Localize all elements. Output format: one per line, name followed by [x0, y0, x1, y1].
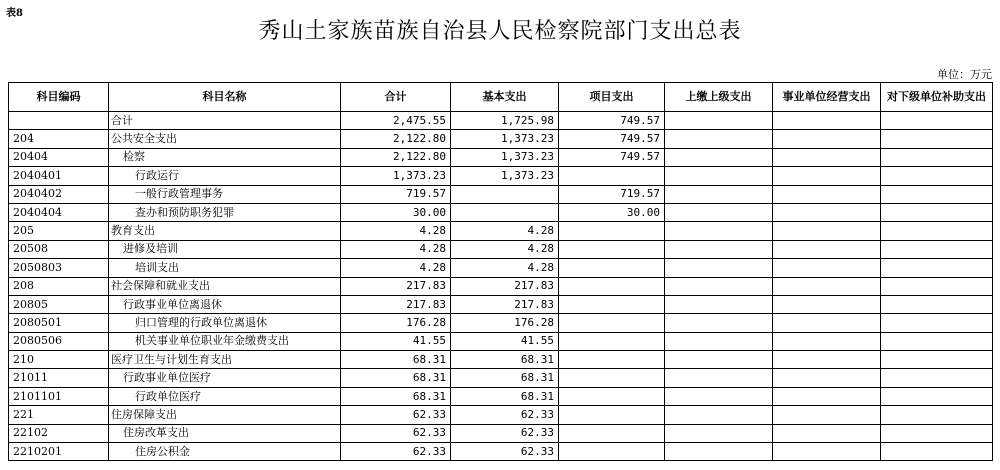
cell-code: [9, 112, 109, 130]
cell-code: 2040402: [9, 185, 109, 203]
header-basic: 基本支出: [451, 83, 559, 112]
cell-code: 2040401: [9, 167, 109, 185]
cell-upper: [665, 351, 773, 369]
cell-basic: 62.33: [451, 424, 559, 442]
table-row: [9, 259, 993, 277]
cell-project: [559, 167, 665, 185]
table-row: [9, 203, 993, 221]
table-row: [9, 240, 993, 258]
cell-project: [559, 443, 665, 461]
cell-total: 68.31: [341, 369, 451, 387]
cell-upper: [665, 148, 773, 166]
cell-code: 204: [9, 130, 109, 148]
cell-code: 21011: [9, 369, 109, 387]
cell-basic: 1,373.23: [451, 148, 559, 166]
cell-basic: 217.83: [451, 295, 559, 313]
cell-code: 221: [9, 406, 109, 424]
table-row: [9, 443, 993, 461]
cell-subsidy: [881, 185, 993, 203]
table-row: [9, 424, 993, 442]
table-number: 表8: [6, 8, 23, 19]
cell-business: [773, 222, 881, 240]
cell-subsidy: [881, 424, 993, 442]
expenditure-table: [8, 82, 993, 461]
table-row: [9, 369, 993, 387]
cell-project: 749.57: [559, 112, 665, 130]
cell-total: 62.33: [341, 406, 451, 424]
cell-upper: [665, 130, 773, 148]
cell-subsidy: [881, 222, 993, 240]
cell-upper: [665, 112, 773, 130]
cell-subsidy: [881, 112, 993, 130]
cell-basic: 217.83: [451, 277, 559, 295]
cell-upper: [665, 277, 773, 295]
header-upper: 上缴上级支出: [665, 83, 773, 112]
cell-total: 719.57: [341, 185, 451, 203]
cell-upper: [665, 369, 773, 387]
cell-project: [559, 259, 665, 277]
cell-business: [773, 130, 881, 148]
cell-basic: [451, 203, 559, 221]
cell-subsidy: [881, 332, 993, 350]
cell-subsidy: [881, 406, 993, 424]
cell-upper: [665, 443, 773, 461]
cell-business: [773, 148, 881, 166]
cell-upper: [665, 240, 773, 258]
cell-code: 205: [9, 222, 109, 240]
cell-name: 进修及培训: [109, 240, 341, 258]
cell-business: [773, 443, 881, 461]
table-row: [9, 387, 993, 405]
cell-subsidy: [881, 240, 993, 258]
table-row: [9, 406, 993, 424]
table-row: [9, 351, 993, 369]
cell-name: 归口管理的行政单位离退休: [109, 314, 341, 332]
cell-total: 68.31: [341, 351, 451, 369]
cell-subsidy: [881, 259, 993, 277]
cell-business: [773, 277, 881, 295]
cell-basic: 1,373.23: [451, 167, 559, 185]
cell-business: [773, 406, 881, 424]
table-row: [9, 222, 993, 240]
cell-business: [773, 167, 881, 185]
cell-total: 4.28: [341, 240, 451, 258]
cell-code: 2101101: [9, 387, 109, 405]
cell-subsidy: [881, 295, 993, 313]
table-row: [9, 277, 993, 295]
header-business: 事业单位经营支出: [773, 83, 881, 112]
table-row: [9, 185, 993, 203]
table-row: [9, 295, 993, 313]
cell-project: 719.57: [559, 185, 665, 203]
cell-total: 30.00: [341, 203, 451, 221]
cell-code: 2080506: [9, 332, 109, 350]
cell-name: 行政事业单位离退休: [109, 295, 341, 313]
cell-business: [773, 295, 881, 313]
cell-name: 检察: [109, 148, 341, 166]
cell-name: 住房保障支出: [109, 406, 341, 424]
cell-code: 22102: [9, 424, 109, 442]
cell-project: [559, 222, 665, 240]
table-row: [9, 130, 993, 148]
cell-name: 查办和预防职务犯罪: [109, 203, 341, 221]
cell-basic: 68.31: [451, 369, 559, 387]
header-row: [9, 83, 993, 112]
cell-basic: 68.31: [451, 351, 559, 369]
cell-business: [773, 203, 881, 221]
cell-project: [559, 369, 665, 387]
table-row: [9, 112, 993, 130]
cell-upper: [665, 424, 773, 442]
cell-upper: [665, 295, 773, 313]
cell-subsidy: [881, 148, 993, 166]
cell-name: 社会保障和就业支出: [109, 277, 341, 295]
cell-total: 2,475.55: [341, 112, 451, 130]
cell-project: 749.57: [559, 130, 665, 148]
cell-name: 培训支出: [109, 259, 341, 277]
cell-basic: 1,373.23: [451, 130, 559, 148]
cell-basic: [451, 185, 559, 203]
cell-total: 176.28: [341, 314, 451, 332]
cell-subsidy: [881, 351, 993, 369]
cell-total: 62.33: [341, 424, 451, 442]
cell-name: 行政单位医疗: [109, 387, 341, 405]
cell-subsidy: [881, 314, 993, 332]
header-subsidy: 对下级单位补助支出: [881, 83, 993, 112]
table-row: [9, 314, 993, 332]
cell-upper: [665, 406, 773, 424]
cell-name: 行政事业单位医疗: [109, 369, 341, 387]
cell-project: [559, 332, 665, 350]
cell-project: 30.00: [559, 203, 665, 221]
cell-total: 217.83: [341, 295, 451, 313]
cell-total: 2,122.80: [341, 148, 451, 166]
cell-name: 住房改革支出: [109, 424, 341, 442]
cell-business: [773, 424, 881, 442]
page-title: 秀山土家族苗族自治县人民检察院部门支出总表: [258, 19, 742, 44]
cell-basic: 4.28: [451, 240, 559, 258]
cell-upper: [665, 259, 773, 277]
cell-total: 217.83: [341, 277, 451, 295]
cell-code: 2210201: [9, 443, 109, 461]
cell-name: 合计: [109, 112, 341, 130]
cell-subsidy: [881, 369, 993, 387]
cell-project: [559, 277, 665, 295]
cell-business: [773, 332, 881, 350]
cell-project: 749.57: [559, 148, 665, 166]
cell-code: 2040404: [9, 203, 109, 221]
cell-upper: [665, 222, 773, 240]
cell-business: [773, 351, 881, 369]
cell-basic: 68.31: [451, 387, 559, 405]
cell-project: [559, 240, 665, 258]
cell-project: [559, 314, 665, 332]
cell-business: [773, 259, 881, 277]
cell-subsidy: [881, 277, 993, 295]
cell-name: 公共安全支出: [109, 130, 341, 148]
cell-subsidy: [881, 387, 993, 405]
cell-business: [773, 314, 881, 332]
cell-code: 20404: [9, 148, 109, 166]
cell-total: 1,373.23: [341, 167, 451, 185]
cell-total: 4.28: [341, 259, 451, 277]
header-name: 科目名称: [109, 83, 341, 112]
header-project: 项目支出: [559, 83, 665, 112]
cell-business: [773, 387, 881, 405]
cell-code: 20805: [9, 295, 109, 313]
header-code: 科目编码: [9, 83, 109, 112]
cell-subsidy: [881, 443, 993, 461]
cell-subsidy: [881, 167, 993, 185]
cell-total: 2,122.80: [341, 130, 451, 148]
cell-code: 208: [9, 277, 109, 295]
cell-project: [559, 424, 665, 442]
cell-name: 行政运行: [109, 167, 341, 185]
cell-subsidy: [881, 203, 993, 221]
cell-upper: [665, 387, 773, 405]
cell-basic: 62.33: [451, 406, 559, 424]
cell-business: [773, 112, 881, 130]
cell-business: [773, 369, 881, 387]
cell-upper: [665, 314, 773, 332]
cell-basic: 41.55: [451, 332, 559, 350]
cell-project: [559, 295, 665, 313]
cell-name: 住房公积金: [109, 443, 341, 461]
unit-label: 单位：万元: [937, 68, 992, 81]
table-row: [9, 167, 993, 185]
cell-name: 医疗卫生与计划生育支出: [109, 351, 341, 369]
cell-upper: [665, 203, 773, 221]
table-row: [9, 148, 993, 166]
cell-total: 62.33: [341, 443, 451, 461]
header-total: 合计: [341, 83, 451, 112]
cell-name: 机关事业单位职业年金缴费支出: [109, 332, 341, 350]
cell-total: 41.55: [341, 332, 451, 350]
cell-code: 2080501: [9, 314, 109, 332]
cell-name: 教育支出: [109, 222, 341, 240]
cell-upper: [665, 332, 773, 350]
cell-project: [559, 387, 665, 405]
cell-business: [773, 240, 881, 258]
cell-total: 68.31: [341, 387, 451, 405]
cell-code: 210: [9, 351, 109, 369]
cell-subsidy: [881, 130, 993, 148]
cell-code: 2050803: [9, 259, 109, 277]
cell-basic: 4.28: [451, 222, 559, 240]
table-row: [9, 332, 993, 350]
cell-business: [773, 185, 881, 203]
cell-name: 一般行政管理事务: [109, 185, 341, 203]
cell-code: 20508: [9, 240, 109, 258]
cell-upper: [665, 185, 773, 203]
cell-basic: 4.28: [451, 259, 559, 277]
cell-project: [559, 406, 665, 424]
cell-upper: [665, 167, 773, 185]
cell-project: [559, 351, 665, 369]
cell-basic: 62.33: [451, 443, 559, 461]
cell-total: 4.28: [341, 222, 451, 240]
cell-basic: 176.28: [451, 314, 559, 332]
cell-basic: 1,725.98: [451, 112, 559, 130]
